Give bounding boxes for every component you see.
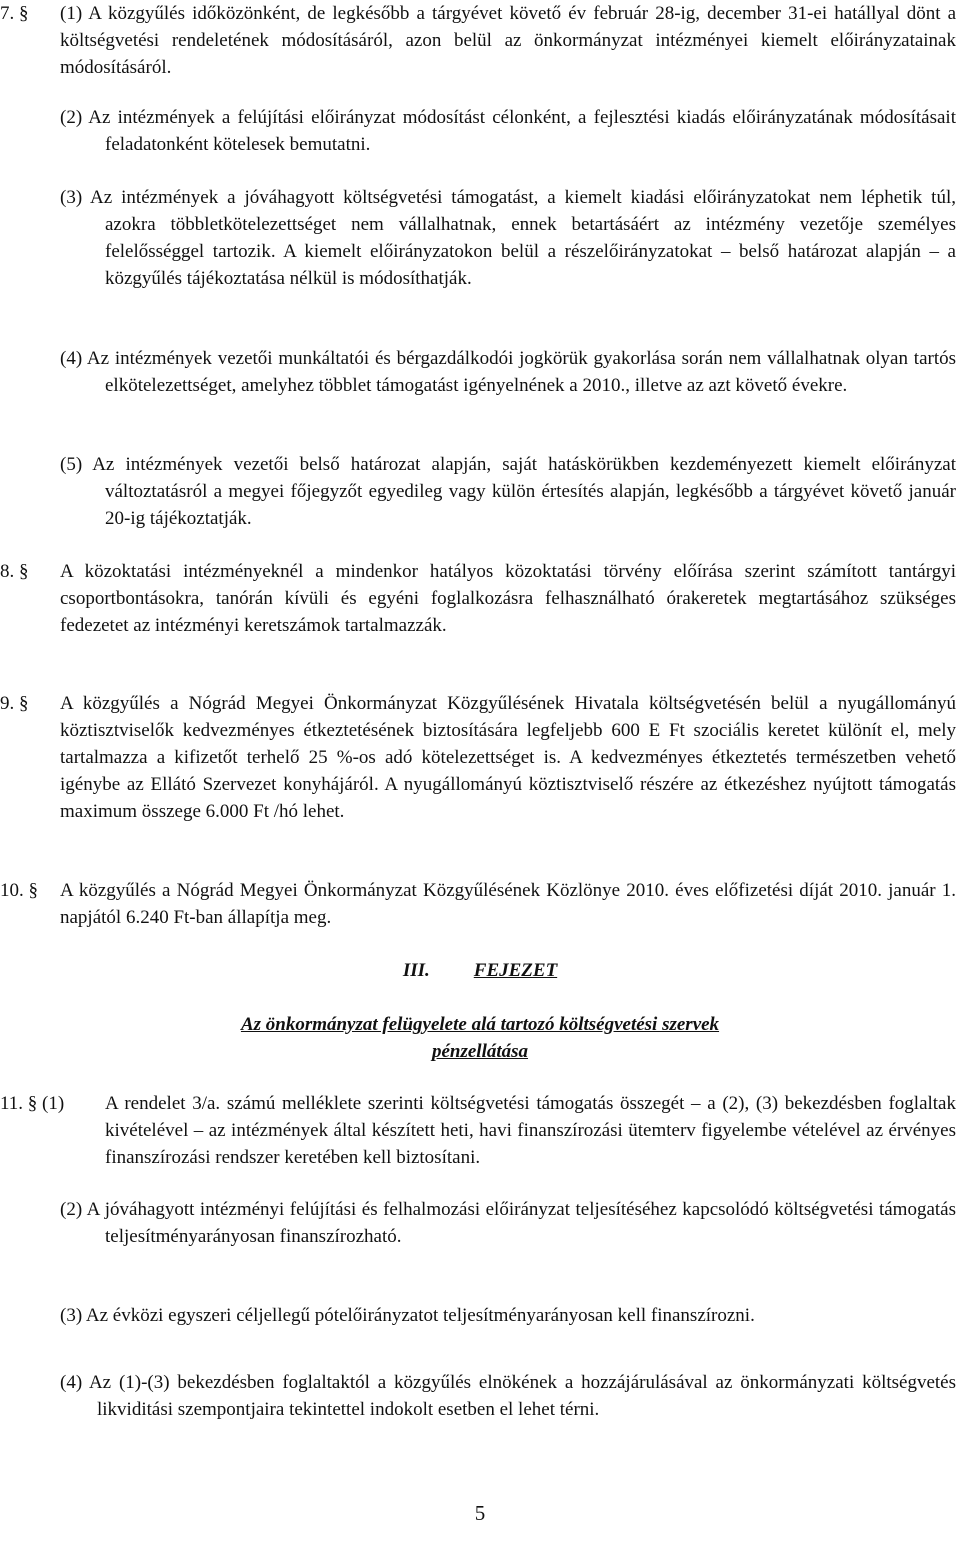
section-10-text: A közgyűlés a Nógrád Megyei Önkormányzat Közgyűlésének Közlönye 2010. éves előfizetési díját 2010. január 1. napjától 6.240 Ft-ban állapítja meg. (60, 880, 956, 928)
chapter-number: III. (402, 960, 430, 981)
section-11-paragraph-1: A rendelet 3/a. számú melléklete szerinti költségvetési támogatás összegét – a (2), (3) bekezdésben foglaltak kivételével – az intézmények által készített heti, havi finanszírozási ütemterv figyelembe vételével az érvényes finanszírozási rendszer keretében kell biztosítani. (105, 1093, 956, 1168)
section-7-paragraph-5: (5) Az intézmények vezetői belső határozat alapján, saját hatáskörükben kezdeményezett kiemelt előirányzat változtatásról a megyei főjegyzőt egyedileg vagy külön értesítés alapján, legkésőbb a tárgyévet követő január 20-ig tájékoztatják. (60, 454, 956, 529)
section-11-paragraph-4: (4) Az (1)-(3) bekezdésben foglaltaktól a közgyűlés elnökének a hozzájárulásával az önkormányzati költségvetés likviditási szempontjaira tekintettel indokolt esetben el lehet térni. (60, 1372, 956, 1420)
section-9-text: A közgyűlés a Nógrád Megyei Önkormányzat Közgyűlésének Hivatala költségvetésén belül a nyugállományú köztisztviselők kedvezményes étkeztetésének biztosítására legfeljebb 600 E Ft szociális keretet különít el, mely tartalmazza a kifizetőt terhelő 25 %-os adó kötelezettséget is. A kedvezményes étkeztetés természetben vehető igénybe az Ellátó Szervezet konyhájáról. A nyugállományú köztisztviselő részére az étkezéshez nyújtott támogatás maximum összege 6.000 Ft /hó lehet. (60, 693, 956, 822)
section-7-paragraph-4: (4) Az intézmények vezetői munkáltatói és bérgazdálkodói jogkörük gyakorlása során nem vállalhatnak olyan tartós elkötelezettséget, amelyhez többlet támogatást igényelnének a 2010., illetve az azt követő évekre. (60, 348, 956, 396)
section-7-paragraph-1: (1) A közgyűlés időközönként, de legkésőbb a tárgyévet követő év február 28-ig, december 31-ei hatállyal dönt a költségvetési rendeletének módosításáról, azon belül az önkormányzat intézményei kiemelt előirányzatainak módosításáról. (60, 3, 956, 78)
chapter-heading (0, 957, 960, 984)
section-7-paragraph-3: (3) Az intézmények a jóváhagyott költségvetési támogatást, a kiemelt kiadási előirányzatokat nem léphetik túl, azokra többletkötelezettséget nem vállalhatnak, ennek betartásáért az intézmény vezetője személyes felelősséggel tartozik. A kiemelt előirányzatokon belül a részelőirányzatokat – belső határozat alapján – a közgyűlés tájékoztatása nélkül is módosíthatják. (60, 187, 956, 289)
section-9-number: 9. § (0, 693, 29, 714)
section-11-paragraph-2: (2) A jóváhagyott intézményi felújítási és felhalmozási előirányzat teljesítéséhez kapcsolódó költségvetési támogatás teljesítményarányosan finanszírozható. (60, 1199, 956, 1247)
chapter-label: FEJEZET (473, 960, 558, 981)
section-11-paragraph-3: (3) Az évközi egyszeri céljellegű pótelőirányzatot teljesítményarányosan kell finanszírozni. (60, 1305, 755, 1326)
section-7-number: 7. § (0, 3, 29, 24)
section-10-number: 10. § (0, 880, 38, 901)
page-number: 5 (474, 1501, 486, 1525)
section-11-number: 11. § (1) (0, 1093, 65, 1114)
chapter-subtitle-line-1: Az önkormányzat felügyelete alá tartozó költségvetési szervek (240, 1014, 720, 1035)
chapter-subtitle-line-2: pénzellátása (431, 1041, 529, 1062)
section-8-number: 8. § (0, 561, 29, 582)
section-8-text: A közoktatási intézményeknél a mindenkor hatályos közoktatási törvény előírása szerint számított tantárgyi csoportbontásokra, tanórán kívüli és egyéni foglalkozásra felhasználható órakeretek megtartásához szükséges fedezetet az intézményi keretszámok tartalmazzák. (60, 561, 956, 636)
section-7-paragraph-2: (2) Az intézmények a felújítási előirányzat módosítást célonként, a fejlesztési kiadás előirányzatának módosításait feladatonként kötelesek bemutatni. (60, 107, 956, 155)
